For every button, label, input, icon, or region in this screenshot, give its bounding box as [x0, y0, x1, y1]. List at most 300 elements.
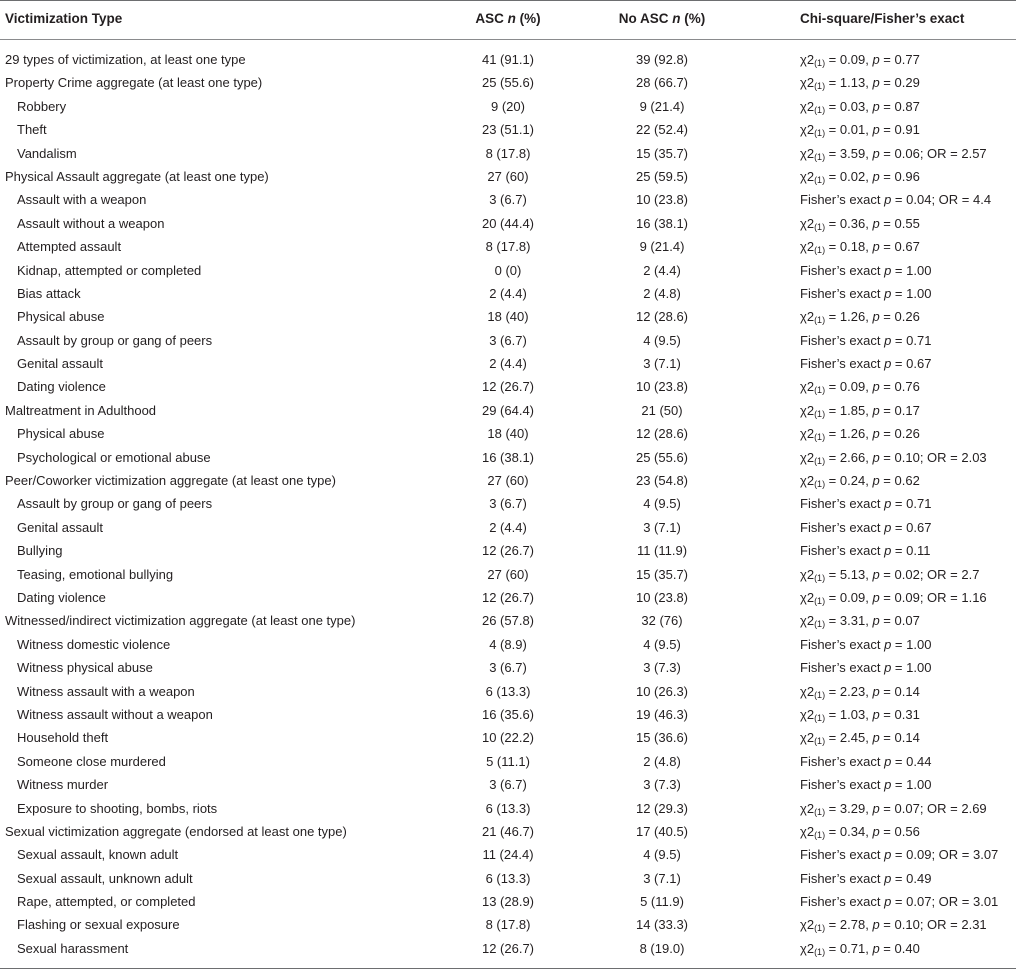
row-label: Psychological or emotional abuse [17, 449, 211, 465]
df-subscript: (1) [814, 455, 826, 466]
table-row [0, 867, 1016, 890]
odds-ratio-value: 1.16 [961, 589, 987, 605]
no-asc-value: 3 (7.3) [643, 777, 681, 793]
p-label: p [872, 589, 880, 605]
row-label: Assault without a weapon [17, 215, 165, 231]
table-row [0, 352, 1016, 375]
chi-value: 0.09 [839, 379, 866, 395]
asc-value: 2 (4.4) [489, 519, 527, 535]
table-body [0, 48, 1016, 960]
table-row [0, 913, 1016, 936]
odds-ratio-value: 3.01 [972, 894, 999, 910]
p-value: 0.87 [894, 98, 920, 114]
statistic-cell: Fisher’s exact p = 1.00 [800, 777, 932, 793]
no-asc-value: 11 (11.9) [636, 543, 688, 559]
p-value: 0.62 [894, 473, 920, 489]
chi-value: 0.01 [839, 122, 866, 138]
row-label: Witness assault with a weapon [17, 683, 195, 699]
row-label: Exposure to shooting, bombs, riots [17, 800, 218, 816]
p-value: 0.40 [894, 940, 920, 956]
asc-value: 0 (0) [494, 262, 522, 278]
table-row [0, 539, 1016, 562]
chi-value: 1.26 [839, 309, 866, 325]
row-label: Peer/Coworker victimization aggregate (at least one type) [5, 473, 336, 489]
table-row [0, 118, 1016, 141]
no-asc-value: 12 (29.3) [635, 800, 689, 816]
df-subscript: (1) [814, 689, 826, 700]
row-label: Property Crime aggregate (at least one type) [5, 75, 263, 91]
p-value: 0.04 [906, 192, 932, 208]
statistic-cell: $\chi 2_{(1)} = 0.09$, p = 0.76 [800, 379, 920, 396]
p-label: p [884, 636, 892, 652]
table-row [0, 95, 1016, 118]
no-asc-value: 39 (92.8) [635, 52, 689, 67]
df-subscript: (1) [814, 245, 826, 256]
table-row [0, 375, 1016, 398]
p-label: p [872, 823, 880, 839]
statistic-cell: $\chi 2_{(1)} = 3.29$, p = 0.07; OR = 2.69 [800, 800, 987, 817]
df-subscript: (1) [814, 946, 826, 957]
no-asc-value: 4 (9.5) [643, 332, 681, 348]
p-label: p [884, 192, 892, 208]
chi-value: 2.66 [839, 449, 866, 465]
statistic-cell: $\chi 2_{(1)} = 2.66$, p = 0.10; OR = 2.03 [800, 449, 987, 466]
no-asc-value: 9 (21.4) [639, 98, 685, 114]
no-asc-value: 5 (11.9) [640, 894, 684, 910]
statistic-cell: Fisher’s exact p = 1.00 [800, 262, 932, 278]
asc-value: 2 (4.4) [489, 356, 527, 372]
p-label: p [884, 543, 892, 559]
p-value: 0.09 [894, 589, 920, 605]
row-label: Theft [17, 122, 47, 138]
row-label: Witness assault without a weapon [17, 706, 213, 722]
asc-value: 21 (46.7) [481, 823, 535, 839]
asc-value: 10 (22.2) [481, 730, 535, 746]
table-row [0, 820, 1016, 843]
df-subscript: (1) [814, 408, 826, 419]
odds-ratio-value: 2.31 [961, 917, 987, 933]
no-asc-value: 10 (23.8) [635, 589, 689, 605]
p-value: 0.26 [894, 309, 920, 325]
p-value: 0.26 [894, 426, 920, 442]
chi-value: 0.34 [839, 823, 866, 839]
table-row [0, 165, 1016, 188]
p-label: p [884, 519, 892, 535]
statistic-cell: $\chi 2_{(1)} = 0.01$, p = 0.91 [800, 122, 920, 139]
row-label: Flashing or sexual exposure [17, 917, 180, 933]
no-asc-value: 12 (28.6) [635, 426, 689, 442]
p-label: p [884, 753, 892, 769]
row-label: Witness physical abuse [17, 660, 153, 676]
statistic-cell: $\chi 2_{(1)} = 3.59$, p = 0.06; OR = 2.57 [800, 145, 987, 162]
table-row [0, 48, 1016, 71]
no-asc-value: 25 (59.5) [635, 168, 689, 184]
table-row [0, 726, 1016, 749]
df-subscript: (1) [814, 151, 826, 162]
df-subscript: (1) [814, 806, 826, 817]
p-value: 0.91 [894, 122, 920, 138]
asc-value: 12 (26.7) [481, 379, 535, 395]
asc-value: 25 (55.6) [481, 75, 535, 91]
df-subscript: (1) [814, 595, 826, 606]
asc-value: 3 (6.7) [489, 332, 527, 348]
df-subscript: (1) [814, 174, 826, 185]
chi-value: 1.03 [839, 706, 866, 722]
p-label: p [872, 730, 880, 746]
statistic-cell: Fisher’s exact p = 0.11 [800, 543, 931, 559]
p-label: p [884, 660, 892, 676]
statistic-cell: $\chi 2_{(1)} = 5.13$, p = 0.02; OR = 2.7 [800, 566, 980, 583]
chi-value: 0.18 [839, 239, 866, 255]
row-label: Sexual victimization aggregate (endorsed at least one type) [5, 823, 347, 839]
p-label: p [884, 356, 892, 372]
row-label: Sexual assault, known adult [17, 847, 179, 863]
asc-value: 8 (17.8) [485, 145, 531, 161]
statistic-cell: Fisher’s exact p = 1.00 [800, 660, 932, 676]
p-value: 0.67 [894, 239, 920, 255]
table-row [0, 492, 1016, 515]
asc-value: 12 (26.7) [481, 940, 535, 956]
asc-value: 29 (64.4) [481, 402, 535, 418]
asc-value: 3 (6.7) [489, 777, 527, 793]
asc-value: 3 (6.7) [489, 192, 527, 208]
row-label: Robbery [17, 98, 67, 114]
statistic-cell: Fisher’s exact p = 1.00 [800, 285, 932, 301]
row-label: Physical abuse [17, 426, 105, 442]
row-label: Witness murder [17, 777, 109, 793]
no-asc-value: 25 (55.6) [635, 449, 689, 465]
asc-value: 20 (44.4) [481, 215, 535, 231]
odds-ratio-value: 2.03 [961, 449, 987, 465]
header-victimization-type: Victimization Type [5, 11, 123, 26]
p-value: 0.10 [894, 917, 920, 933]
p-value: 1.00 [906, 285, 932, 301]
p-value: 0.67 [906, 356, 932, 372]
statistic-cell: $\chi 2_{(1)} = 1.85$, p = 0.17 [800, 402, 920, 419]
asc-value: 27 (60) [487, 473, 529, 489]
table-row [0, 235, 1016, 258]
asc-value: 12 (26.7) [481, 543, 535, 559]
row-label: Dating violence [17, 379, 106, 395]
p-label: p [884, 262, 892, 278]
statistic-cell: $\chi 2_{(1)} = 3.31$, p = 0.07 [800, 613, 920, 630]
row-label: Rape, attempted, or completed [17, 894, 196, 910]
p-label: p [872, 168, 880, 184]
table-row [0, 773, 1016, 796]
row-label: Genital assault [17, 519, 103, 535]
chi-value: 0.36 [839, 215, 866, 231]
statistic-cell: $\chi 2_{(1)} = 0.34$, p = 0.56 [800, 823, 920, 840]
statistic-cell: Fisher’s exact p = 0.71 [800, 332, 932, 348]
row-label: Teasing, emotional bullying [17, 566, 174, 582]
odds-ratio-value: 3.07 [972, 847, 999, 863]
p-value: 0.71 [906, 496, 932, 512]
p-value: 0.07 [894, 613, 920, 629]
table-row [0, 563, 1016, 586]
p-value: 0.11 [906, 543, 931, 559]
asc-value: 2 (4.4) [489, 285, 527, 301]
chi-value: 2.23 [839, 683, 866, 699]
statistic-cell: Fisher’s exact p = 0.67 [800, 519, 932, 535]
chi-value: 0.09 [839, 52, 866, 67]
no-asc-value: 3 (7.1) [643, 356, 681, 372]
row-label: Household theft [17, 730, 109, 746]
asc-value: 12 (26.7) [481, 589, 535, 605]
p-value: 0.02 [894, 566, 920, 582]
statistic-cell: Fisher’s exact p = 0.44 [800, 753, 932, 769]
asc-value: 27 (60) [487, 566, 529, 582]
row-label: 29 types of victimization, at least one type [5, 52, 246, 67]
p-label: p [872, 309, 880, 325]
df-subscript: (1) [814, 432, 826, 443]
header-rule [0, 39, 1016, 40]
header-asc: ASC n (%) [475, 11, 541, 26]
p-label: p [872, 706, 880, 722]
no-asc-value: 4 (9.5) [643, 847, 681, 863]
table-row [0, 703, 1016, 726]
no-asc-value: 15 (35.7) [635, 566, 689, 582]
p-label: p [884, 847, 892, 863]
df-subscript: (1) [814, 385, 826, 396]
chi-value: 1.26 [839, 426, 866, 442]
df-subscript: (1) [814, 619, 826, 630]
row-label: Bias attack [17, 285, 81, 301]
p-value: 0.77 [894, 52, 920, 67]
p-value: 1.00 [906, 777, 932, 793]
table-row [0, 282, 1016, 305]
row-label: Physical abuse [17, 309, 105, 325]
table-row [0, 399, 1016, 422]
no-asc-value: 10 (23.8) [635, 192, 689, 208]
chi-value: 0.03 [839, 98, 866, 114]
p-label: p [872, 613, 880, 629]
p-label: p [872, 75, 880, 91]
p-value: 0.67 [906, 519, 932, 535]
chi-value: 2.45 [839, 730, 866, 746]
row-label: Genital assault [17, 356, 103, 372]
row-label: Kidnap, attempted or completed [17, 262, 202, 278]
asc-value: 9 (20) [491, 98, 525, 114]
no-asc-value: 10 (23.8) [635, 379, 689, 395]
p-label: p [872, 683, 880, 699]
df-subscript: (1) [814, 712, 826, 723]
p-value: 0.55 [894, 215, 920, 231]
p-value: 0.07 [906, 894, 932, 910]
table-row [0, 142, 1016, 165]
p-label: p [884, 332, 892, 348]
row-label: Vandalism [17, 145, 77, 161]
df-subscript: (1) [814, 104, 826, 115]
asc-value: 18 (40) [487, 426, 529, 442]
chi-value: 3.31 [839, 613, 866, 629]
row-label: Physical Assault aggregate (at least one type) [5, 168, 269, 184]
asc-value: 11 (24.4) [482, 847, 534, 863]
p-value: 0.09 [906, 847, 932, 863]
statistic-cell: Fisher’s exact p = 1.00 [800, 636, 932, 652]
chi-value: 1.13 [839, 75, 866, 91]
p-value: 0.10 [894, 449, 920, 465]
p-value: 0.14 [894, 730, 920, 746]
no-asc-value: 17 (40.5) [635, 823, 689, 839]
statistic-cell: $\chi 2_{(1)} = 1.13$, p = 0.29 [800, 75, 920, 92]
chi-value: 3.59 [839, 145, 866, 161]
chi-value: 0.24 [839, 473, 866, 489]
row-label: Sexual harassment [17, 940, 129, 956]
table-row [0, 446, 1016, 469]
chi-value: 5.13 [839, 566, 866, 582]
p-label: p [872, 800, 880, 816]
p-value: 0.06 [894, 145, 920, 161]
statistic-cell: $\chi 2_{(1)} = 1.03$, p = 0.31 [800, 706, 920, 723]
no-asc-value: 3 (7.3) [643, 660, 681, 676]
p-label: p [884, 777, 892, 793]
chi-value: 0.71 [839, 940, 866, 956]
statistic-cell: Fisher’s exact p = 0.71 [800, 496, 932, 512]
p-label: p [872, 566, 880, 582]
table-row [0, 71, 1016, 94]
chi-value: 0.09 [839, 589, 866, 605]
df-subscript: (1) [814, 479, 826, 490]
no-asc-value: 3 (7.1) [643, 870, 681, 886]
asc-value: 13 (28.9) [481, 894, 535, 910]
header-statistic: Chi-square/Fisher’s exact [800, 11, 965, 26]
asc-value: 3 (6.7) [489, 496, 527, 512]
no-asc-value: 22 (52.4) [635, 122, 689, 138]
asc-value: 26 (57.8) [481, 613, 535, 629]
table-row [0, 890, 1016, 913]
row-label: Dating violence [17, 589, 106, 605]
p-label: p [872, 473, 880, 489]
asc-value: 23 (51.1) [481, 122, 535, 138]
table-row [0, 305, 1016, 328]
asc-value: 8 (17.8) [485, 917, 531, 933]
row-label: Assault with a weapon [17, 192, 147, 208]
df-subscript: (1) [814, 315, 826, 326]
p-label: p [872, 426, 880, 442]
p-value: 0.56 [894, 823, 920, 839]
p-value: 0.76 [894, 379, 920, 395]
table-row [0, 937, 1016, 960]
no-asc-value: 10 (26.3) [635, 683, 689, 699]
no-asc-value: 3 (7.1) [643, 519, 681, 535]
p-value: 0.96 [894, 168, 920, 184]
p-value: 0.71 [906, 332, 932, 348]
p-value: 1.00 [906, 262, 932, 278]
table-row [0, 329, 1016, 352]
no-asc-value: 2 (4.4) [643, 262, 681, 278]
p-value: 0.44 [906, 753, 932, 769]
no-asc-value: 19 (46.3) [635, 706, 689, 722]
table-row [0, 422, 1016, 445]
p-label: p [872, 402, 880, 418]
asc-value: 18 (40) [487, 309, 529, 325]
row-label: Attempted assault [17, 239, 122, 255]
asc-value: 6 (13.3) [485, 683, 531, 699]
p-label: p [872, 52, 880, 67]
row-label: Maltreatment in Adulthood [5, 402, 157, 418]
no-asc-value: 12 (28.6) [635, 309, 689, 325]
asc-value: 8 (17.8) [485, 239, 531, 255]
statistic-cell: $\chi 2_{(1)} = 0.03$, p = 0.87 [800, 98, 920, 115]
p-value: 0.07 [894, 800, 920, 816]
statistic-cell: $\chi 2_{(1)} = 0.18$, p = 0.67 [800, 239, 920, 256]
odds-ratio-value: 4.4 [972, 192, 992, 208]
table-row [0, 797, 1016, 820]
table-row [0, 633, 1016, 656]
statistic-cell: $\chi 2_{(1)} = 2.23$, p = 0.14 [800, 683, 920, 700]
table-row [0, 609, 1016, 632]
chi-value: 0.02 [839, 168, 866, 184]
table-bottom-rule [0, 968, 1016, 969]
p-label: p [872, 239, 880, 255]
asc-value: 3 (6.7) [489, 660, 527, 676]
statistic-cell: $\chi 2_{(1)} = 2.78$, p = 0.10; OR = 2.31 [800, 917, 987, 934]
no-asc-value: 16 (38.1) [635, 215, 689, 231]
statistic-cell: Fisher’s exact p = 0.07; OR = 3.01 [800, 894, 999, 910]
p-label: p [872, 122, 880, 138]
p-label: p [872, 940, 880, 956]
chi-value: 3.29 [839, 800, 866, 816]
asc-value: 5 (11.1) [486, 753, 530, 769]
table-row [0, 656, 1016, 679]
statistic-cell: Fisher’s exact p = 0.09; OR = 3.07 [800, 847, 999, 863]
asc-value: 6 (13.3) [485, 800, 531, 816]
p-label: p [872, 145, 880, 161]
no-asc-value: 32 (76) [641, 613, 683, 629]
table-row [0, 586, 1016, 609]
table-row [0, 750, 1016, 773]
statistic-cell: $\chi 2_{(1)} = 0.24$, p = 0.62 [800, 473, 920, 490]
no-asc-value: 4 (9.5) [643, 496, 681, 512]
p-label: p [872, 98, 880, 114]
statistic-cell: $\chi 2_{(1)} = 0.02$, p = 0.96 [800, 168, 920, 185]
no-asc-value: 4 (9.5) [643, 636, 681, 652]
p-label: p [872, 449, 880, 465]
p-label: p [872, 917, 880, 933]
p-value: 1.00 [906, 636, 932, 652]
df-subscript: (1) [814, 221, 826, 232]
p-label: p [872, 215, 880, 231]
asc-value: 4 (8.9) [489, 636, 527, 652]
p-value: 0.17 [894, 402, 920, 418]
no-asc-value: 15 (36.6) [635, 730, 689, 746]
asc-value: 16 (38.1) [481, 449, 535, 465]
df-subscript: (1) [814, 829, 826, 840]
row-label: Bullying [17, 543, 63, 559]
asc-value: 27 (60) [487, 168, 529, 184]
no-asc-value: 28 (66.7) [635, 75, 689, 91]
df-subscript: (1) [814, 923, 826, 934]
statistic-cell: $\chi 2_{(1)} = 0.09$, p = 0.77 [800, 52, 920, 68]
p-value: 0.31 [894, 706, 920, 722]
no-asc-value: 9 (21.4) [639, 239, 685, 255]
p-label: p [884, 870, 892, 886]
asc-value: 41 (91.1) [481, 52, 535, 67]
no-asc-value: 2 (4.8) [643, 753, 681, 769]
no-asc-value: 23 (54.8) [635, 473, 689, 489]
table-top-rule [0, 0, 1016, 1]
table-row [0, 843, 1016, 866]
p-label: p [884, 285, 892, 301]
no-asc-value: 15 (35.7) [635, 145, 689, 161]
chi-value: 2.78 [839, 917, 866, 933]
df-subscript: (1) [814, 572, 826, 583]
asc-value: 16 (35.6) [481, 706, 535, 722]
table-row [0, 212, 1016, 235]
no-asc-value: 21 (50) [641, 402, 683, 418]
df-subscript: (1) [814, 128, 826, 139]
chi-value: 1.85 [839, 402, 866, 418]
